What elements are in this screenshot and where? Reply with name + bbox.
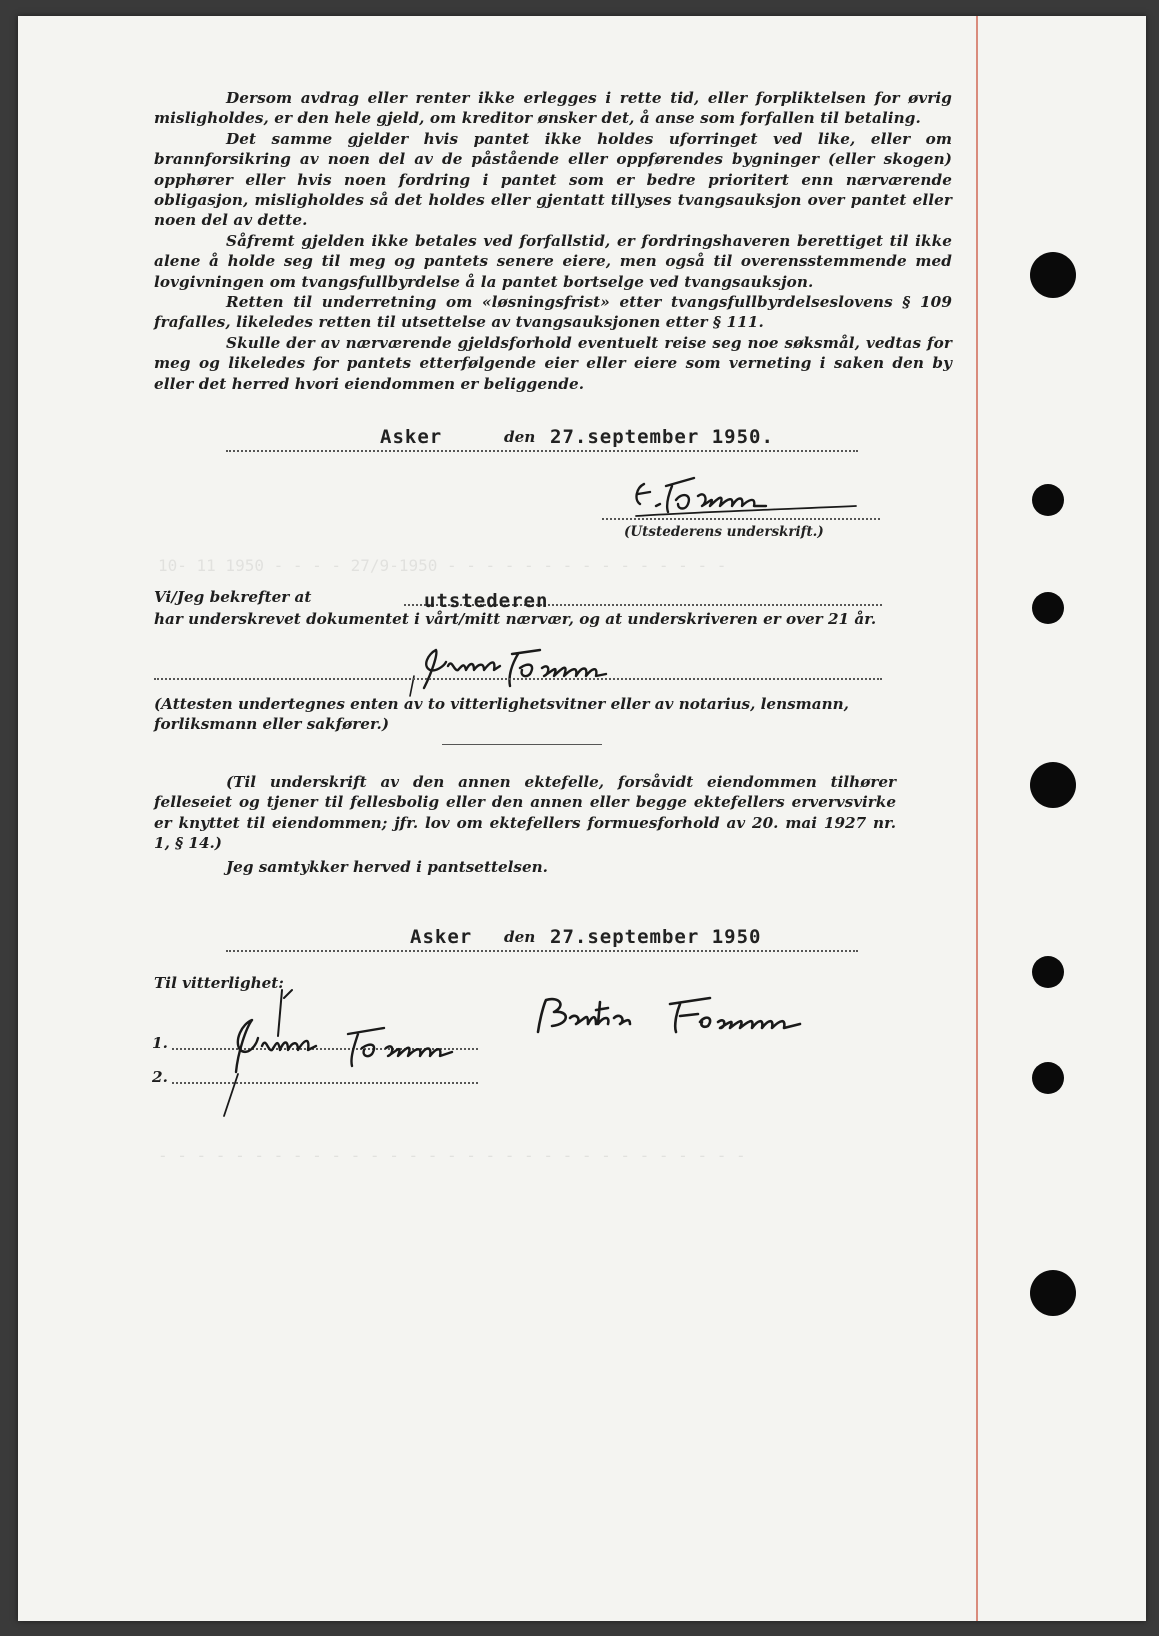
date-2: 27.september 1950	[550, 926, 762, 948]
confirm-typed-name: utstederen	[424, 590, 549, 612]
date-1: 27.september 1950.	[550, 426, 774, 448]
issuer-signature	[616, 466, 846, 526]
terms-paragraph: Skulle der av nærværende gjeldsforhold eventuelt reise seg noe søksmål, vedtas for meg og likeledes for pantets etterfølgende eier eller eiere som verneting i saken den by eller det herred hvori eiendommen er beliggende.	[154, 333, 952, 393]
confirm-prefix: Vi/Jeg bekrefter at	[154, 588, 312, 606]
punch-hole	[1032, 956, 1064, 988]
place-date-line-2	[226, 926, 858, 952]
den-label-1: den	[504, 428, 536, 446]
spouse-note: (Til underskrift av den annen ektefelle, forsåvidt eiendommen tilhører felleseiet og tjener til fellesbolig eller den annen eller begge ektefellers ervervsvirke er knyttet til eiendommen; jfr. lov om ektefellers formuesforhold av 20. mai 1927 nr. 1, § 14.)	[154, 773, 896, 853]
document-page	[18, 16, 1146, 1621]
issuer-signature-caption: (Utstederens underskrift.)	[624, 524, 824, 540]
witness-number-2: 2.	[152, 1068, 168, 1086]
punch-hole	[1030, 252, 1076, 298]
punch-hole	[1030, 762, 1076, 808]
confirm-line-2: har underskrevet dokumentet i vårt/mitt nærvær, og at underskriveren er over 21 år.	[154, 610, 877, 628]
confirm-witness-signature	[408, 636, 708, 696]
separator-rule	[442, 744, 602, 745]
witness-label: Til vitterlighet:	[154, 974, 284, 992]
den-label-2: den	[504, 928, 536, 946]
red-margin-line	[976, 16, 978, 1621]
punch-hole	[1032, 592, 1064, 624]
terms-paragraph: Dersom avdrag eller renter ikke erlegges i rette tid, eller forpliktelsen for øvrig misligholdes, er den hele gjeld, om kreditor ønsker det, å anse som forfallen til betaling.	[154, 89, 952, 128]
issuer-signature-line	[602, 518, 880, 520]
spouse-signature	[530, 988, 910, 1048]
punch-hole	[1030, 1270, 1076, 1316]
attest-note: (Attesten undertegnes enten av to vitterlighetsvitner eller av notarius, lensmann, forliksmann eller sakfører.)	[154, 695, 849, 734]
bleed-through-text: 10- 11 1950 - - - - 27/9-1950 - - - - - - - - - - - - - - -	[158, 556, 727, 575]
terms-paragraph: Det samme gjelder hvis pantet ikke holdes uforringet ved like, eller om brannforsikring av noen del av de påstående eller oppførendes bygninger (eller skogen) opphører eller hvis noen fordring i pantet som er bedre prioritert enn nærværende obligasjon, misligholdes så det holdes eller gjentatt tillyses tvangsauksjon over pantet eller noen del av dette.	[154, 129, 952, 230]
witness-signature-line	[154, 678, 882, 680]
place-2: Asker	[410, 926, 473, 948]
bleed-through-text: - - - - - - - - - - - - - - - - - - - - - - - - - - - - - - -	[158, 1146, 746, 1165]
witness-number-1: 1.	[152, 1034, 168, 1052]
consent-text: Jeg samtykker herved i pantsettelsen.	[226, 858, 548, 876]
terms-text	[154, 88, 952, 394]
place-1: Asker	[380, 426, 443, 448]
terms-paragraph: Såfremt gjelden ikke betales ved forfallstid, er fordringshaveren berettiget til ikke alene å holde seg til meg og pantets senere eiere, men også til overensstemmende med lovgivningen om tvangsfullbyrdelse å la pantet bortselge ved tvangsauksjon.	[154, 231, 952, 291]
terms-paragraph: Retten til underretning om «løsningsfrist» etter tvangsfullbyrdelseslovens § 109 frafalles, likeledes retten til utsettelse av tvangsauksjonen etter § 111.	[154, 293, 952, 332]
witness-2-signature	[208, 976, 508, 1106]
punch-hole	[1032, 484, 1064, 516]
punch-hole	[1032, 1062, 1064, 1094]
